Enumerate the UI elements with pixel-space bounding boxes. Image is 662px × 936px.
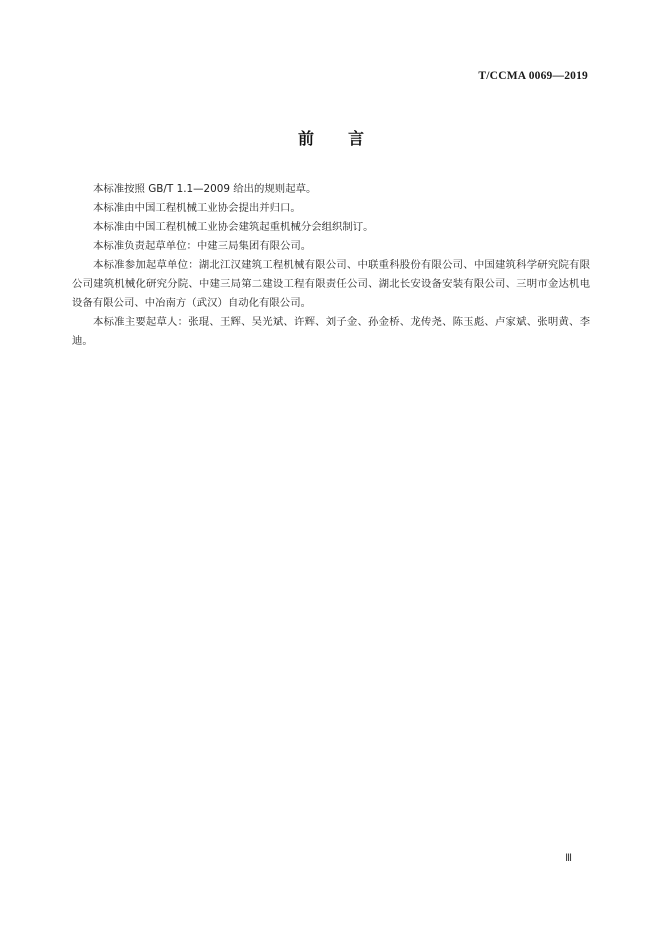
page-title: 前言 — [297, 129, 398, 148]
paragraph-participating-units: 本标准参加起草单位：湖北江汉建筑工程机械有限公司、中联重科股份有限公司、中国建筑科学研究院有限公司建筑机械化研究分院、中建三局第二建设工程有限责任公司、湖北长安设备安装有限公司、三明市金达机电设备有限公司、中冶南方（武汉）自动化有限公司。 — [72, 259, 590, 309]
paragraph-main-drafters: 本标准主要起草人：张琨、王辉、吴光斌、许辉、刘子金、孙金桥、龙传尧、陈玉彪、卢家斌、张明黄、李迪。 — [72, 316, 590, 347]
foreword-body — [72, 180, 590, 351]
paragraph-drafting-rules: 本标准按照 GB/T 1.1—2009 给出的规则起草。 — [93, 183, 317, 195]
paragraph-organizer: 本标准由中国工程机械工业协会建筑起重机械分会组织制订。 — [93, 221, 374, 233]
paragraph-proposer: 本标准由中国工程机械工业协会提出并归口。 — [93, 202, 301, 214]
paragraph-responsible-unit: 本标准负责起草单位：中建三局集团有限公司。 — [93, 240, 312, 252]
page-number: Ⅲ — [565, 853, 572, 864]
standard-code: T/CCMA 0069—2019 — [478, 70, 588, 82]
